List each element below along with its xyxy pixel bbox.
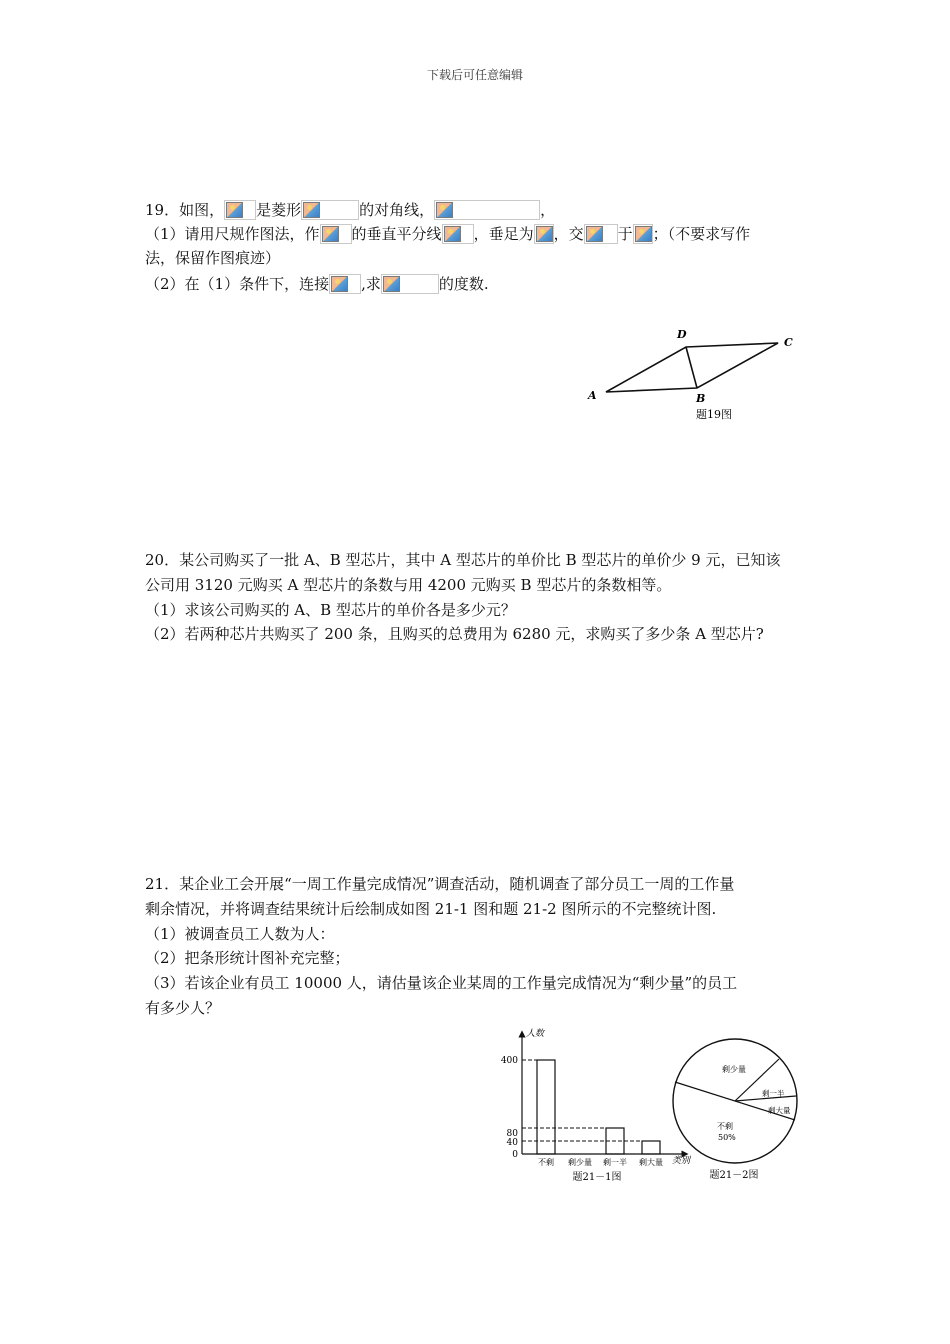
image-placeholder-icon bbox=[303, 202, 320, 218]
chart-caption: 题21－2图 bbox=[709, 1170, 759, 1181]
chart-caption: 题21－1图 bbox=[572, 1172, 622, 1183]
q21-text: 21．某企业工会开展“一周工作量完成情况”调查活动，随机调查了部分员工一周的工作量 bbox=[145, 875, 735, 893]
image-placeholder-icon bbox=[383, 276, 400, 292]
q20-line-2 bbox=[145, 573, 810, 597]
image-placeholder-icon bbox=[226, 202, 243, 218]
y-tick-label: 40 bbox=[506, 1138, 518, 1148]
q19-text: 的垂直平分线 bbox=[351, 225, 442, 243]
q21-text: 有多少人？ bbox=[145, 999, 221, 1017]
diagonal-bd bbox=[686, 347, 697, 388]
image-placeholder-icon bbox=[331, 276, 348, 292]
q21-text: （2）把条形统计图补充完整； bbox=[145, 949, 350, 967]
x-tick-label: 剩一半 bbox=[603, 1158, 627, 1167]
q19-text: （1）请用尺规作图法，作 bbox=[145, 225, 320, 243]
q19-text: 的对角线， bbox=[359, 201, 435, 219]
q19-text: 是菱形 bbox=[256, 201, 302, 219]
q21-line-1 bbox=[145, 872, 810, 896]
q20-text: （2）若两种芯片共购买了 200 条，且购买的总费用为 6280 元，求购买了多少条 A 型芯片? bbox=[145, 625, 764, 643]
y-axis-label: 人数 bbox=[526, 1029, 545, 1039]
q19-text: 法，保留作图痕迹） bbox=[145, 249, 281, 267]
q21-line-2 bbox=[145, 897, 810, 921]
q20-text: （1）求该公司购买的 A、B 型芯片的单价各是多少元？ bbox=[145, 601, 516, 619]
pie-chart bbox=[670, 1034, 810, 1186]
formula-image bbox=[584, 224, 618, 244]
formula-image bbox=[329, 274, 361, 294]
q19-text: ，垂足为 bbox=[473, 225, 534, 243]
image-placeholder-icon bbox=[536, 226, 553, 242]
y-tick-label: 0 bbox=[512, 1150, 518, 1160]
formula-image bbox=[381, 274, 439, 294]
q19-line-2 bbox=[145, 222, 810, 246]
q20-line-1 bbox=[145, 548, 810, 572]
q19-line-1 bbox=[145, 198, 810, 222]
q19-text: 于 bbox=[617, 225, 633, 243]
x-axis-label: 类别 bbox=[672, 1156, 691, 1166]
q21-line-5 bbox=[145, 971, 810, 995]
q19-line-3 bbox=[145, 246, 810, 270]
q21-line-4 bbox=[145, 946, 810, 970]
formula-image bbox=[434, 200, 540, 220]
y-tick-label: 400 bbox=[500, 1056, 518, 1066]
pie-label: 剩一半 bbox=[762, 1089, 785, 1098]
formula-image bbox=[320, 224, 352, 244]
q19-text: 19．如图， bbox=[145, 201, 225, 219]
q20-text: 20．某公司购买了一批 A、B 型芯片，其中 A 型芯片的单价比 B 型芯片的单价少 9 元，已知该 bbox=[145, 551, 781, 569]
x-tick-label: 不剩 bbox=[538, 1158, 554, 1167]
formula-image bbox=[224, 200, 256, 220]
q19-line-4 bbox=[145, 272, 810, 296]
image-placeholder-icon bbox=[635, 226, 652, 242]
page-header: 下载后可任意编辑 bbox=[426, 68, 523, 82]
image-placeholder-icon bbox=[436, 202, 453, 218]
formula-image bbox=[534, 224, 554, 244]
formula-image bbox=[442, 224, 474, 244]
x-tick-label: 剩少量 bbox=[568, 1158, 592, 1167]
q20-line-3 bbox=[145, 598, 810, 622]
pie-label: 不剩 bbox=[717, 1122, 733, 1131]
q21-line-6 bbox=[145, 996, 810, 1020]
q19-text: ， bbox=[540, 201, 556, 219]
vertex-label-a: A bbox=[588, 389, 597, 402]
x-tick-label: 剩大量 bbox=[639, 1158, 663, 1167]
pie-label: 剩少量 bbox=[722, 1065, 746, 1074]
q19-text: 的度数. bbox=[438, 275, 489, 293]
vertex-label-c: C bbox=[784, 336, 793, 349]
formula-image bbox=[633, 224, 653, 244]
q21-text: 剩余情况，并将调查结果统计后绘制成如图 21-1 图和题 21-2 图所示的不完整统计图. bbox=[145, 900, 717, 918]
vertex-label-d: D bbox=[677, 328, 687, 341]
image-placeholder-icon bbox=[444, 226, 461, 242]
q21-text: （1）被调查员工人数为人： bbox=[145, 925, 335, 943]
image-placeholder-icon bbox=[322, 226, 339, 242]
q19-text: ；（不要求写作 bbox=[652, 225, 751, 243]
bar-剩大量 bbox=[642, 1141, 660, 1154]
q19-text: ,求 bbox=[361, 275, 381, 293]
pie-label: 剩大量 bbox=[768, 1106, 791, 1115]
y-tick-label: 80 bbox=[506, 1129, 518, 1139]
pie-percent-label: 50% bbox=[718, 1133, 736, 1142]
bar-不剩 bbox=[537, 1060, 555, 1154]
q20-text: 公司用 3120 元购买 A 型芯片的条数与用 4200 元购买 B 型芯片的条数相等。 bbox=[145, 576, 672, 594]
q21-text: （3）若该企业有员工 10000 人，请估量该企业某周的工作量完成情况为“剩少量”的员工 bbox=[145, 974, 738, 992]
vertex-label-b: B bbox=[696, 392, 706, 405]
image-placeholder-icon bbox=[586, 226, 603, 242]
q20-line-4 bbox=[145, 622, 810, 646]
q19-text: （2）在（1）条件下，连接 bbox=[145, 275, 330, 293]
figure-caption: 题19图 bbox=[696, 408, 732, 421]
rhombus-figure bbox=[580, 322, 810, 427]
q21-line-3 bbox=[145, 922, 810, 946]
formula-image bbox=[301, 200, 359, 220]
q19-text: ，交 bbox=[553, 225, 584, 243]
